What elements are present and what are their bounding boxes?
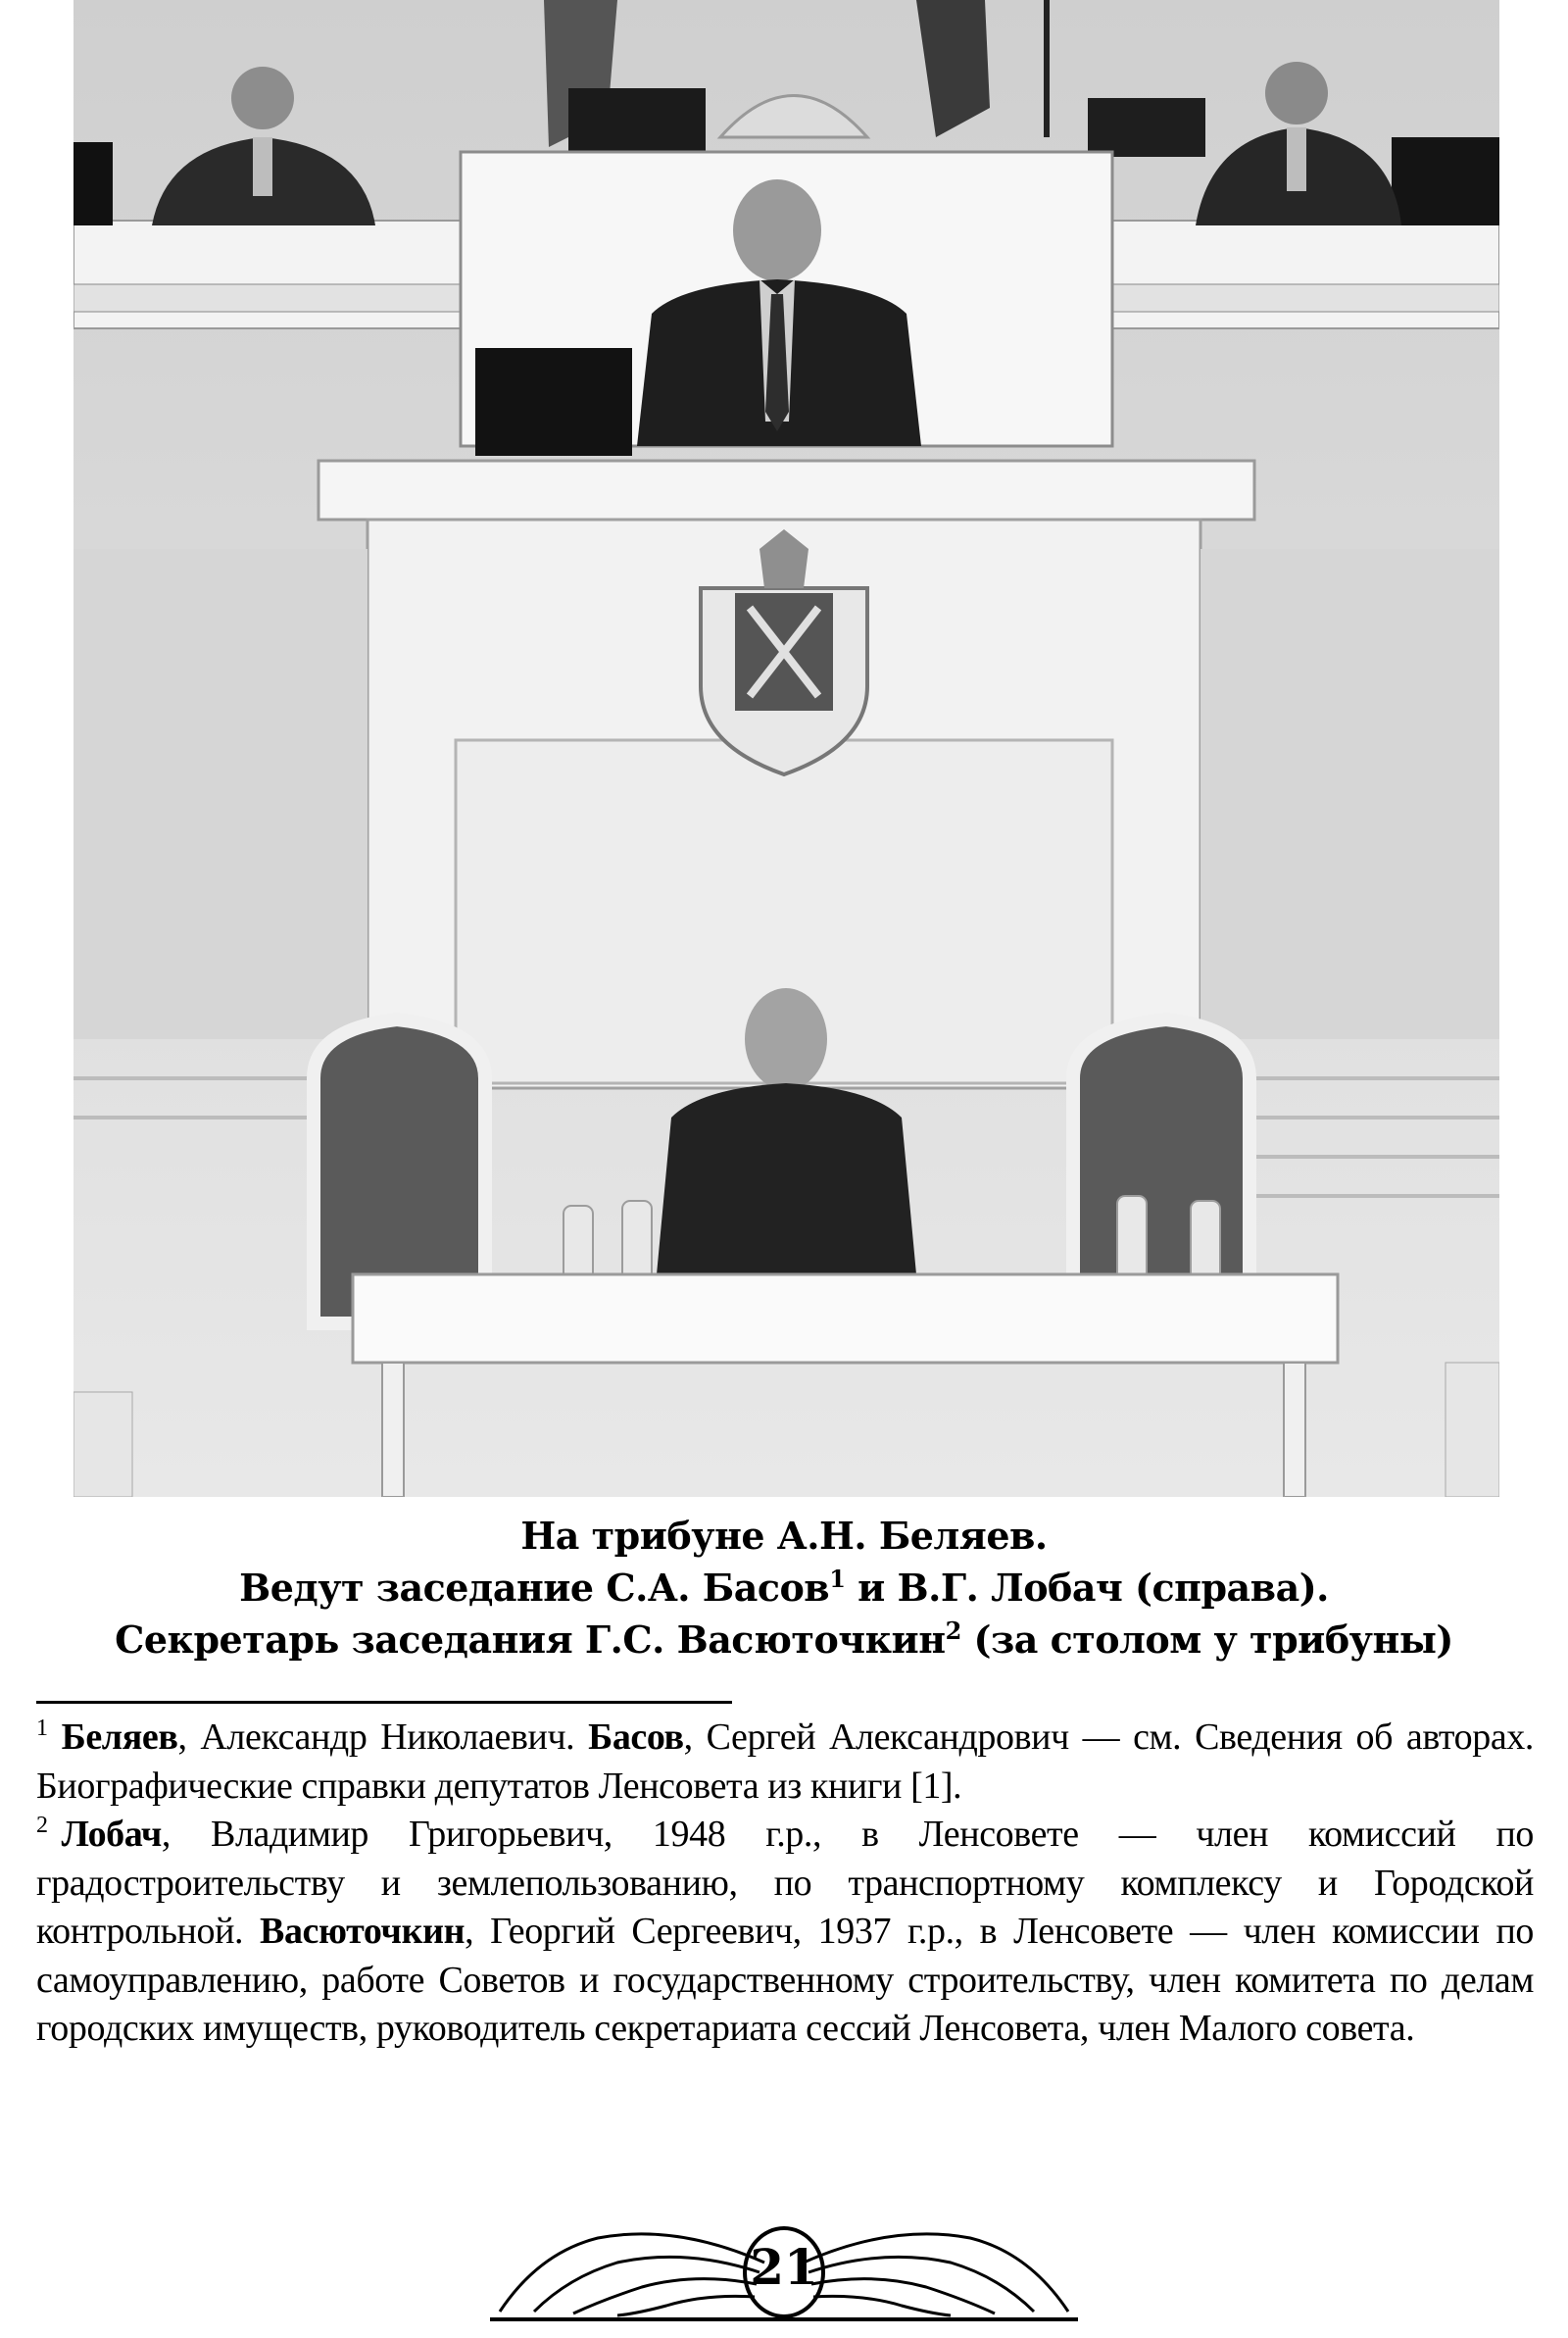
- page-number: 21: [750, 2238, 818, 2296]
- footnote-2: [36, 1811, 1534, 2054]
- footnote-text: Васюточкин: [260, 1911, 466, 1952]
- footnote-mark: 1: [36, 1716, 48, 1741]
- caption-line-3-rest: (за столом у трибуны): [960, 1617, 1453, 1662]
- footnotes: [36, 1714, 1534, 2054]
- caption-line-3: [0, 1614, 1568, 1666]
- caption-line-1: На трибуне А.Н. Беляев.: [520, 1514, 1048, 1558]
- footnote-mark: 2: [36, 1813, 48, 1838]
- caption-line-3-text: Секретарь заседания Г.С. Васюточкин: [115, 1617, 946, 1662]
- session-photo: [74, 0, 1499, 1497]
- caption-line-2-rest: и В.Г. Лобач (справа).: [845, 1566, 1329, 1610]
- caption-line-2: [0, 1562, 1568, 1614]
- footnote-text: Басов: [588, 1716, 684, 1758]
- footnote-1: [36, 1714, 1534, 1811]
- footnote-text: , Сергей Александрович — см. Сведения об авторах. Биографические справки депутатов Ленсовета из книги [1].: [36, 1716, 1534, 1807]
- footnote-text: , Александр Николаевич.: [177, 1716, 589, 1758]
- footnote-text: Беляев: [61, 1716, 178, 1758]
- footnote-divider: [36, 1701, 732, 1704]
- footnote-text: , Георгий Сергеевич, 1937 г.р., в Ленсовете — член комиссии по самоуправлению, работе Советов и государственному строительству, член комитета по делам городских имуществ, руководитель секретариата сессий Ленсовета, член Малого совета.: [36, 1911, 1535, 2049]
- footnote-ref-1[interactable]: 1: [829, 1565, 846, 1593]
- caption-line-2-text: Ведут заседание С.А. Басов: [239, 1566, 830, 1610]
- photo-illustration: [74, 0, 1499, 1497]
- footnote-ref-2[interactable]: 2: [945, 1617, 961, 1645]
- footnote-text: Лобач: [61, 1814, 162, 1855]
- photo-caption: [0, 1510, 1568, 1666]
- footnote-text: , Владимир Григорьевич, 1948 г.р., в Ленсовете — член комиссий по градостроительству и землепользованию, по транспортному комплексу и Городской контрольной.: [36, 1814, 1534, 1952]
